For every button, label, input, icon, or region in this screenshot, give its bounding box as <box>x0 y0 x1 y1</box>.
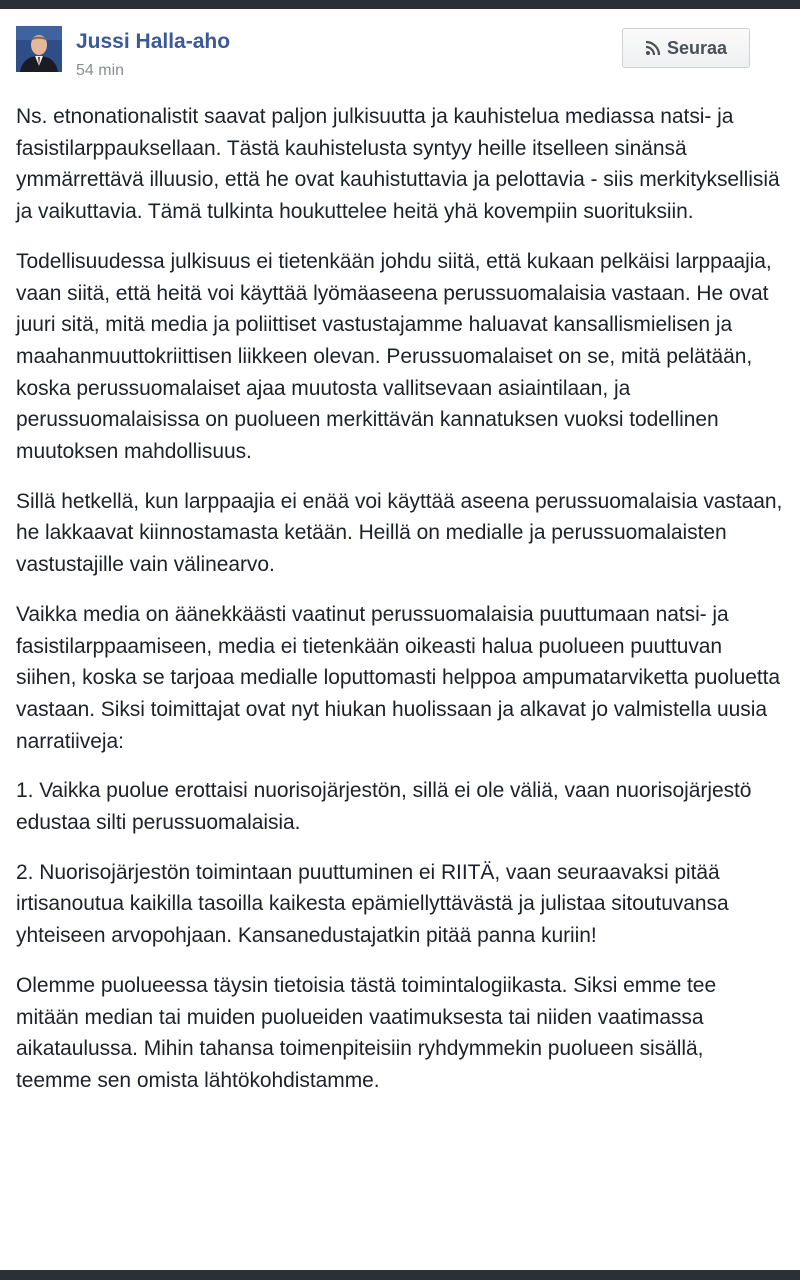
post-paragraph: Olemme puolueessa täysin tietoisia tästä toimintalogiikasta. Siksi emme tee mitään median tai muiden puolueiden vaatimuksesta tai niiden vaatimassa aikataulussa. Mihin tahansa toimenpiteisiin ryhdymmekin puolueen sisällä, teemme sen omista lähtökohdistamme. <box>16 973 717 1092</box>
author-name[interactable]: Jussi Halla-aho <box>76 30 231 53</box>
post-paragraph: Ns. etnonationalistit saavat paljon julkisuutta ja kauhistelua mediassa natsi- ja fasistilarppauksellaan. Tästä kauhistelusta syntyy heille itselleen sinänsä ymmärrettävä illuusio, että he ovat kauhistuttavia ja pelottavia - siis merkityksellisiä ja vaikuttavia. Tämä tulkinta houkuttelee heitä yhä kovempiin suorituksiin. <box>16 105 780 224</box>
post-paragraph: 2. Nuorisojärjestön toimintaan puuttuminen ei RIITÄ, vaan seuraavaksi pitää irtisanoutua kaikilla tasoilla kaikesta epämiellyttävästä ja julistaa sitoutuvansa yhteiseen arvopohjaan. Kansanedustajatkin pitää panna kuriin! <box>16 860 729 948</box>
post-paragraph: Sillä hetkellä, kun larppaajia ei enää voi käyttää aseena perussuomalaisia vastaan, he lakkaavat kiinnostamasta ketään. Heillä on medialle ja perussuomalaisten vastustajille vain välinearvo. <box>16 489 783 577</box>
post-paragraph: Vaikka media on äänekkäästi vaatinut perussuomalaisia puuttumaan natsi- ja fasistilarppaamiseen, media ei tietenkään oikeasti halua puolueen puuttuvan siihen, koska se tarjoaa medialle loputtomasti helppoa ampumatarviketta puoluetta vastaan. Siksi toimittajat ovat nyt hiukan huolissaan ja alkavat jo valmistella uusia narratiiveja: <box>16 602 781 753</box>
avatar[interactable] <box>16 26 62 72</box>
follow-label: Seuraa <box>666 37 728 58</box>
post-card <box>0 9 800 1270</box>
post-header <box>16 26 784 86</box>
post-paragraph: Todellisuudessa julkisuus ei tietenkään johdu siitä, että kukaan pelkäisi larppaajia, vaan siitä, että heitä voi käyttää lyömäaseena perussuomalaisia vastaan. He ovat juuri sitä, mitä media ja poliittiset vastustajamme haluavat kansallismielisen ja maahanmuuttokriittisen liikkeen olevan. Perussuomalaiset on se, mitä pelätään, koska perussuomalaiset ajaa muutosta vallitsevaan asiaintilaan, ja perussuomalaisissa on puolueen merkittävän kannatuksen vuoksi todellinen muutoksen mahdollisuus. <box>16 249 772 464</box>
post-body <box>16 101 784 1115</box>
avatar-image <box>16 26 62 72</box>
rss-icon <box>645 40 661 56</box>
follow-button[interactable] <box>622 28 750 68</box>
post-paragraph: 1. Vaikka puolue erottaisi nuorisojärjestön, sillä ei ole väliä, vaan nuorisojärjestö edustaa silti perussuomalaisia. <box>16 779 752 835</box>
post-timestamp[interactable]: 54 min <box>76 62 125 79</box>
